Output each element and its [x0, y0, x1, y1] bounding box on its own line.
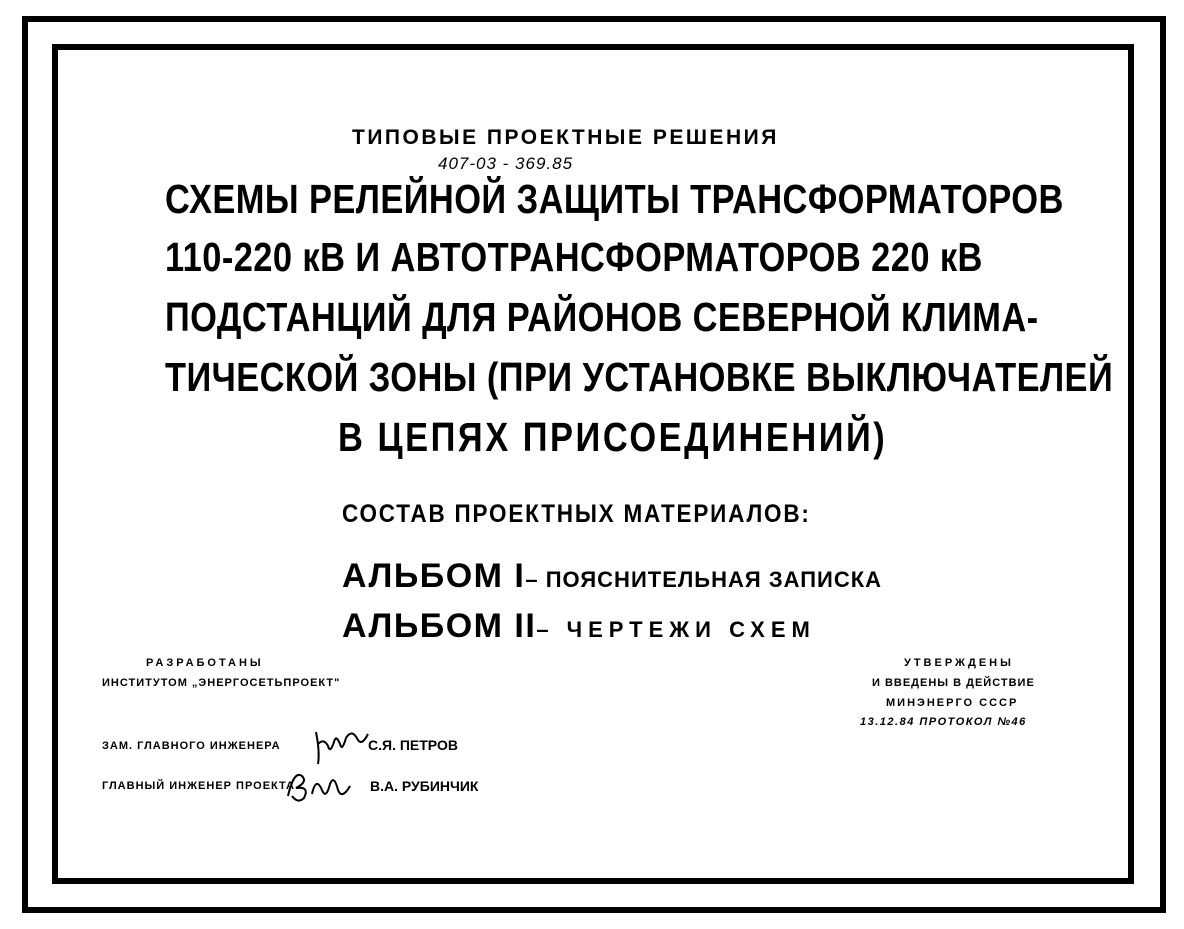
title-line-2: 110-220 кВ И АВТОТРАНСФОРМАТОРОВ 220 кВ	[165, 234, 983, 280]
deputy-chief-engineer-role: ЗАМ. ГЛАВНОГО ИНЖЕНЕРА	[102, 740, 281, 752]
chief-project-engineer-name: В.А. РУБИНЧИК	[370, 778, 479, 794]
title-line-1: СХЕМЫ РЕЛЕЙНОЙ ЗАЩИТЫ ТРАНСФОРМАТОРОВ	[165, 176, 1064, 222]
approved-line-3: 13.12.84 ПРОТОКОЛ №46	[860, 716, 1027, 728]
title-line-5: В ЦЕПЯХ ПРИСОЕДИНЕНИЙ)	[338, 414, 888, 460]
chief-project-engineer-role: ГЛАВНЫЙ ИНЖЕНЕР ПРОЕКТА	[102, 780, 295, 792]
signature-petrov	[312, 724, 372, 770]
document-code: 407-03 - 369.85	[438, 154, 574, 173]
album-2	[342, 607, 816, 646]
album-1	[342, 557, 882, 596]
approved-heading: УТВЕРЖДЕНЫ	[904, 657, 1014, 669]
developed-heading: РАЗРАБОТАНЫ	[146, 657, 264, 669]
inner-border	[52, 44, 1134, 884]
album-1-description: – ПОЯСНИТЕЛЬНАЯ ЗАПИСКА	[525, 567, 883, 592]
title-line-3: ПОДСТАНЦИЙ ДЛЯ РАЙОНОВ СЕВЕРНОЙ КЛИМА-	[165, 294, 1039, 340]
series-heading: ТИПОВЫЕ ПРОЕКТНЫЕ РЕШЕНИЯ	[352, 126, 779, 149]
album-2-description: – ЧЕРТЕЖИ СХЕМ	[536, 617, 816, 642]
signature-rubinchik	[284, 766, 356, 806]
album-2-label: АЛЬБОМ II	[342, 607, 537, 645]
composition-heading: СОСТАВ ПРОЕКТНЫХ МАТЕРИАЛОВ:	[342, 500, 811, 528]
album-1-label: АЛЬБОМ I	[342, 557, 526, 595]
deputy-chief-engineer-name: С.Я. ПЕТРОВ	[368, 737, 458, 753]
approved-line-2: МИНЭНЕРГО СССР	[886, 697, 1019, 709]
title-line-4: ТИЧЕСКОЙ ЗОНЫ (ПРИ УСТАНОВКЕ ВЫКЛЮЧАТЕЛЕЙ	[165, 354, 1114, 400]
developer-organization: ИНСТИТУТОМ „ЭНЕРГОСЕТЬПРОЕКТ"	[102, 677, 341, 689]
approved-line-1: И ВВЕДЕНЫ В ДЕЙСТВИЕ	[872, 677, 1035, 689]
